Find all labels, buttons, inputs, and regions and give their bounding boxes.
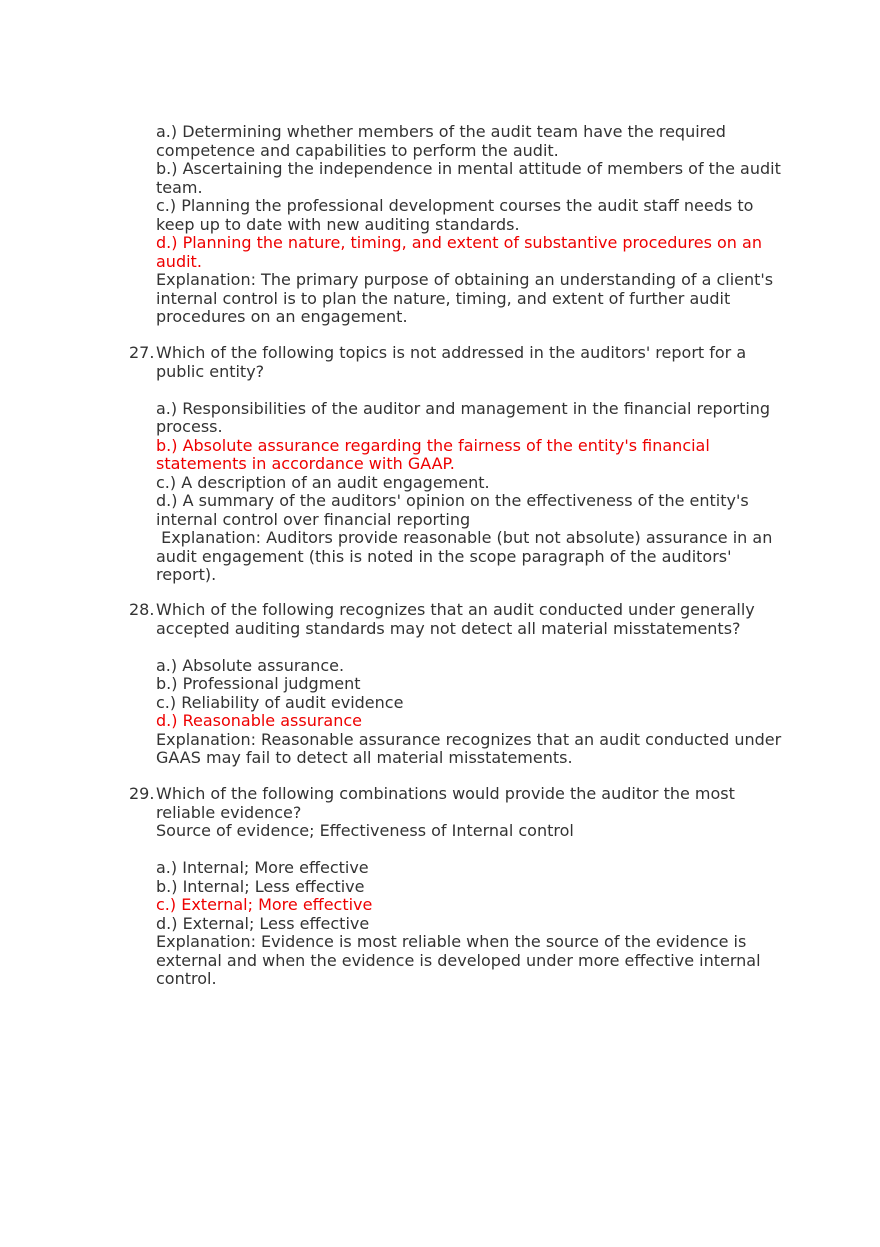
text-line: public entity? [156,361,265,381]
text-line: b.) Absolute assurance regarding the fairness of the entity's financial [156,435,710,455]
q27-option-d [156,492,781,529]
q26-explanation [156,271,781,327]
q29-option-d: d.) External; Less effective [156,913,370,933]
text-line: d.) A summary of the auditors' opinion on the effectiveness of the entity's [156,491,749,510]
q28-block [156,601,781,768]
text-line: external and when the evidence is developed under more effective internal [156,950,761,970]
text-line: Which of the following topics is not addressed in the auditors' report for a [156,343,747,362]
text-line: c.) A description of an audit engagement. [156,472,490,492]
q28-option-a: a.) Absolute assurance. [156,655,345,675]
q27-option-a [156,400,781,437]
text-line: accepted auditing standards may not detect all material misstatements? [156,618,741,638]
text-line: c.) Planning the professional development courses the audit staff needs to [156,196,754,215]
text-line: statements in accordance with GAAP. [156,454,455,473]
q29-block [156,785,781,989]
text-line: a.) Responsibilities of the auditor and management in the financial reporting [156,398,771,418]
q27-option-b-correct [156,437,781,474]
q26-option-d-correct [156,234,781,271]
text-line: audit engagement (this is noted in the scope paragraph of the auditors' [156,546,732,566]
q26-option-a [156,123,781,160]
q29-number: 29. [129,784,155,803]
text-line: Which of the following recognizes that an audit conducted under generally [156,600,755,619]
text-line: team. [156,177,203,197]
text-line: internal control is to plan the nature, timing, and extent of further audit [156,288,731,308]
text-line: Explanation: Evidence is most reliable when the source of the evidence is [156,932,747,951]
q26-options [156,123,781,327]
text-line: keep up to date with new auditing standards. [156,214,520,234]
text-line: Explanation: Auditors provide reasonable (but not absolute) assurance in an [156,528,773,547]
q29-option-c-correct: c.) External; More effective [156,895,373,914]
q29-explanation [156,933,781,989]
text-line: Explanation: The primary purpose of obtaining an understanding of a client's [156,270,774,289]
q29-option-b: b.) Internal; Less effective [156,876,365,896]
text-line: Which of the following combinations would provide the auditor the most [156,784,735,803]
q28-number: 28. [129,600,155,619]
q26-option-b [156,160,781,197]
q28-option-b: b.) Professional judgment [156,674,361,693]
q29-question [156,785,781,841]
q26-option-c [156,197,781,234]
text-line: internal control over financial reporting [156,509,471,529]
q27-option-c [156,474,781,493]
text-line: d.) Planning the nature, timing, and extent of substantive procedures on an [156,233,762,252]
text-line: Explanation: Reasonable assurance recognizes that an audit conducted under [156,729,782,749]
text-line: Source of evidence; Effectiveness of Internal control [156,821,574,840]
text-line: GAAS may fail to detect all material misstatements. [156,748,573,767]
q27-number: 27. [129,343,155,362]
q28-question [156,601,781,638]
text-line: b.) Ascertaining the independence in mental attitude of members of the audit [156,159,781,178]
text-line: control. [156,969,217,988]
text-line: audit. [156,251,202,271]
text-line: process. [156,417,223,436]
text-line: report). [156,565,217,584]
text-line: competence and capabilities to perform the audit. [156,140,559,160]
text-line: procedures on an engagement. [156,307,408,326]
q27-explanation [156,529,781,585]
q28-option-c: c.) Reliability of audit evidence [156,692,404,712]
q27-question [156,344,781,381]
q27-block [156,344,781,585]
text-line: reliable evidence? [156,802,302,822]
q29-option-a: a.) Internal; More effective [156,858,369,877]
q28-option-d-correct: d.) Reasonable assurance [156,711,362,730]
q28-explanation [156,731,781,768]
text-line: a.) Determining whether members of the audit team have the required [156,122,726,141]
